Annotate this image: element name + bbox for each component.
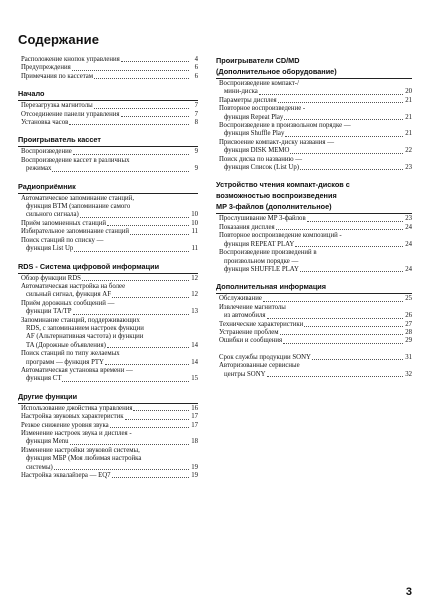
entry-text: функция DISK MEMO: [224, 147, 290, 155]
entry-last-line: [18, 275, 198, 283]
entry-text: Настройка звуковых характеристик: [21, 413, 124, 421]
entry-page-number: 28: [405, 328, 412, 336]
entry-last-line: [18, 165, 198, 173]
entry-text: Прослушивание MP 3-файлов: [219, 215, 306, 223]
entry-text: режимах: [26, 165, 52, 173]
entry-text: Настройка эквалайзера — EQ7: [21, 472, 111, 480]
entry-last-line: [216, 354, 412, 362]
entry-text: Запоминание станций, поддерживающих: [21, 316, 140, 324]
entry-page-number: 31: [405, 353, 412, 361]
entry-page-number: 25: [405, 295, 412, 303]
dot-leader: [110, 427, 189, 428]
toc-entry[interactable]: [216, 362, 412, 379]
dot-leader: [112, 297, 189, 298]
entry-last-line: [18, 220, 198, 228]
section-title: Радиоприёмник: [18, 181, 76, 191]
toc-entry[interactable]: [18, 56, 198, 64]
dot-leader: [304, 326, 403, 327]
toc-section: [216, 354, 412, 379]
entry-text: Повторное воспроизведение -: [219, 105, 306, 113]
entry-page-number: 12: [191, 291, 198, 299]
toc-entry[interactable]: [216, 354, 412, 362]
entry-last-line: [18, 464, 198, 472]
entry-text: функция List Up: [26, 245, 74, 253]
entry-text: Примечания по кассетам: [21, 72, 94, 80]
toc-section: [18, 56, 198, 81]
entry-text: Поиск станций по списку —: [21, 236, 104, 244]
toc-entry[interactable]: [18, 111, 198, 119]
section-title: Начало: [18, 89, 45, 99]
entry-last-line: [18, 102, 198, 110]
entry-page-number: 20: [405, 88, 412, 96]
toc-entry[interactable]: [216, 139, 412, 156]
entry-page-number: 32: [405, 370, 412, 378]
entry-page-number: 29: [405, 337, 412, 345]
entry-text: функция SHUFFLE PLAY: [224, 265, 299, 273]
toc-entry[interactable]: [18, 413, 198, 421]
section-divider: [216, 213, 412, 214]
entry-page-number: 27: [405, 320, 412, 328]
entry-text: Избирательное запоминание станций: [21, 228, 129, 236]
entry-text: функция REPEAT PLAY: [224, 240, 295, 248]
entry-page-number: 7: [194, 110, 198, 118]
entry-text: AF (Альтернативная частота) и функции: [26, 333, 144, 341]
entry-last-line: [18, 375, 198, 383]
dot-leader: [73, 154, 189, 155]
dot-leader: [267, 376, 403, 377]
entry-page-number: 24: [405, 223, 412, 231]
toc-section: [216, 180, 412, 274]
dot-leader: [107, 347, 189, 348]
section-title: Другие функции: [18, 391, 78, 401]
dot-leader: [121, 116, 189, 117]
entry-text: Срок службы продукции SONY: [219, 353, 311, 361]
entry-text: функции TA/TP: [26, 308, 72, 316]
toc-entry[interactable]: [216, 321, 412, 329]
toc-entry[interactable]: [18, 220, 198, 228]
entry-text: Резкое снижение уровня звука: [21, 421, 109, 429]
dot-leader: [300, 271, 403, 272]
toc-entry[interactable]: [18, 447, 198, 472]
entry-page-number: 26: [405, 312, 412, 320]
section-divider: [18, 193, 198, 194]
entry-page-number: 19: [191, 463, 198, 471]
entry-last-line: [18, 413, 198, 421]
toc-entry[interactable]: [216, 249, 412, 274]
entry-page-number: 6: [194, 72, 198, 80]
entry-text: системы): [26, 463, 53, 471]
entry-last-line: [216, 266, 412, 274]
dot-leader: [263, 301, 403, 302]
entry-text: Изменение настроек звука и дисплея -: [21, 430, 132, 437]
entry-text: функция Shuffle Play: [224, 130, 285, 138]
section-divider: [216, 78, 412, 79]
entry-page-number: 8: [194, 119, 198, 127]
section-divider: [18, 273, 198, 274]
dot-leader: [133, 410, 189, 411]
dot-leader: [259, 94, 403, 95]
entry-last-line: [216, 329, 412, 337]
entry-last-line: [18, 405, 198, 413]
entry-text: из автомобиля: [224, 312, 266, 320]
section-subtitle: (Дополнительное оборудование): [216, 67, 337, 76]
toc-section: [216, 56, 412, 172]
toc-entry[interactable]: [18, 350, 198, 367]
entry-text: Повторное воспроизведение композиций -: [219, 232, 342, 240]
section-title: Дополнительная информация: [216, 282, 327, 292]
section-divider: [18, 403, 198, 404]
entry-last-line: [18, 245, 198, 253]
dot-leader: [105, 364, 189, 365]
entry-text: RDS, с запоминанием настроек функции: [26, 324, 144, 332]
section-title: RDS - Система цифровой информации: [18, 261, 160, 271]
entry-page-number: 7: [194, 102, 198, 110]
dot-leader: [74, 251, 189, 252]
entry-text: программ — функция PTY: [26, 358, 104, 366]
dot-leader: [72, 70, 189, 71]
page-title: Содержание: [18, 32, 100, 47]
entry-text: Изменение настройки звуковой системы,: [21, 446, 140, 454]
entry-last-line: [216, 371, 412, 379]
dot-leader: [107, 225, 189, 226]
toc-entry[interactable]: [216, 105, 412, 122]
entry-last-line: [18, 472, 198, 480]
dot-leader: [284, 119, 403, 120]
entry-text: Использование джойстика управления: [21, 404, 133, 412]
toc-entry[interactable]: [18, 102, 198, 110]
page-number: 3: [405, 586, 412, 598]
entry-page-number: 11: [191, 245, 198, 253]
entry-text: Установка часов: [21, 119, 69, 127]
entry-page-number: 10: [191, 211, 198, 219]
toc-entry[interactable]: [18, 317, 198, 351]
section-subtitle: MP 3-файлов (дополнительное): [216, 202, 332, 212]
entry-last-line: [18, 228, 198, 236]
toc-entry[interactable]: [18, 422, 198, 430]
dot-leader: [278, 102, 403, 103]
toc-section: [216, 282, 412, 345]
dot-leader: [82, 280, 189, 281]
toc-entry[interactable]: [216, 122, 412, 139]
entry-text: Воспроизведение компакт-/: [219, 80, 299, 87]
entry-page-number: 21: [405, 113, 412, 121]
toc-section: [18, 262, 198, 384]
dot-leader: [112, 477, 189, 478]
entry-text: Извлечение магнитолы: [219, 303, 286, 311]
entry-last-line: [18, 56, 198, 64]
entry-page-number: 16: [191, 404, 198, 412]
entry-last-line: [216, 337, 412, 345]
toc-entry[interactable]: [18, 367, 198, 384]
entry-text: мини-диска: [224, 88, 258, 96]
entry-text: Воспроизведение кассет в различных: [21, 156, 130, 164]
toc-entry[interactable]: [18, 148, 198, 156]
dot-leader: [283, 343, 403, 344]
entry-last-line: [18, 342, 198, 350]
entry-last-line: [18, 291, 198, 299]
section-divider: [18, 100, 198, 101]
entry-text: Параметры дисплея: [219, 96, 277, 104]
toc-section: [18, 182, 198, 254]
dot-leader: [70, 444, 189, 445]
entry-text: Авторизованные сервисные: [219, 362, 300, 370]
section-divider: [216, 293, 412, 294]
entry-last-line: [18, 148, 198, 156]
entry-text: Расположение кнопок управления: [21, 56, 120, 63]
toc-right-column: [216, 56, 412, 387]
entry-page-number: 13: [191, 308, 198, 316]
toc-entry[interactable]: [18, 283, 198, 300]
entry-text: сильного сигнала): [26, 211, 79, 219]
entry-page-number: 22: [405, 147, 412, 155]
toc-entry[interactable]: [216, 156, 412, 173]
dot-leader: [52, 171, 189, 172]
entry-last-line: [18, 111, 198, 119]
dot-leader: [307, 221, 403, 222]
entry-text: Поиск диска по названию —: [219, 155, 303, 163]
entry-page-number: 10: [191, 219, 198, 227]
entry-last-line: [216, 295, 412, 303]
dot-leader: [276, 229, 403, 230]
toc-entry[interactable]: [216, 232, 412, 249]
entry-text: TA (Дорожные объявления): [26, 341, 106, 349]
toc-entry[interactable]: [18, 237, 198, 254]
dot-leader: [69, 124, 189, 125]
toc-entry[interactable]: [18, 64, 198, 72]
entry-text: Устранение проблем: [219, 328, 279, 336]
entry-page-number: 24: [405, 265, 412, 273]
dot-leader: [290, 153, 403, 154]
entry-text: Поиск станций по типу желаемых: [21, 350, 120, 358]
entry-text: функция BTM (запоминание самого: [26, 203, 131, 211]
entry-text: функция Menu: [26, 438, 69, 446]
section-title: Проигрыватели CD/MD: [216, 56, 300, 65]
toc-entry[interactable]: [18, 472, 198, 480]
section-title: Проигрыватель кассет: [18, 135, 101, 145]
entry-text: Обзор функции RDS: [21, 274, 81, 282]
dot-leader: [121, 61, 189, 62]
entry-last-line: [18, 308, 198, 316]
entry-last-line: [216, 321, 412, 329]
entry-page-number: 17: [191, 413, 198, 421]
entry-text: Ошибки и сообщения: [219, 337, 283, 345]
toc-entry[interactable]: [216, 215, 412, 223]
entry-last-line: [216, 97, 412, 105]
entry-text: Обслуживание: [219, 295, 262, 303]
entry-page-number: 21: [405, 130, 412, 138]
dot-leader: [130, 234, 189, 235]
entry-last-line: [216, 215, 412, 223]
entry-text: произвольном порядке —: [224, 257, 299, 265]
entry-page-number: 9: [194, 165, 198, 173]
entry-page-number: 24: [405, 240, 412, 248]
dot-leader: [300, 169, 403, 170]
dot-leader: [295, 246, 403, 247]
entry-text: Приём дорожных сообщений —: [21, 299, 115, 307]
entry-page-number: 11: [191, 228, 198, 236]
toc-entry[interactable]: [216, 224, 412, 232]
toc-entry[interactable]: [18, 73, 198, 81]
entry-last-line: [18, 359, 198, 367]
entry-text: Воспроизведение: [21, 148, 72, 156]
entry-page-number: 4: [194, 56, 198, 63]
entry-last-line: [216, 164, 412, 172]
dot-leader: [54, 469, 189, 470]
entry-text: Перезагрузка магнитолы: [21, 102, 93, 110]
entry-text: Отсоединение панели управления: [21, 110, 120, 118]
entry-last-line: [18, 119, 198, 127]
toc-entry[interactable]: [216, 337, 412, 345]
toc-entry[interactable]: [216, 97, 412, 105]
toc-section: [18, 392, 198, 481]
dot-leader: [94, 78, 189, 79]
entry-page-number: 14: [191, 358, 198, 366]
entry-last-line: [216, 241, 412, 249]
entry-text: Воспроизведение произведений в: [219, 249, 317, 257]
entry-text: функция Список (List Up): [224, 164, 300, 172]
entry-last-line: [216, 130, 412, 138]
entry-page-number: 17: [191, 421, 198, 429]
entry-text: Предупреждения: [21, 64, 71, 72]
entry-text: центры SONY: [224, 370, 266, 378]
entry-last-line: [18, 211, 198, 219]
entry-last-line: [216, 114, 412, 122]
dot-leader: [94, 108, 189, 109]
dot-leader: [73, 314, 189, 315]
toc-entry[interactable]: [216, 295, 412, 303]
entry-text: Приём запомненных станций: [21, 219, 107, 227]
entry-last-line: [216, 312, 412, 320]
toc-section: [18, 89, 198, 127]
entry-text: Технические характеристики: [219, 320, 304, 328]
toc-entry[interactable]: [18, 195, 198, 220]
toc-entry[interactable]: [216, 304, 412, 321]
entry-page-number: 15: [191, 375, 198, 383]
dot-leader: [280, 334, 403, 335]
entry-page-number: 12: [191, 274, 198, 282]
dot-leader: [62, 381, 189, 382]
toc-left-column: [18, 56, 198, 488]
toc-entry[interactable]: [18, 119, 198, 127]
entry-last-line: [18, 64, 198, 72]
entry-text: Присвоение компакт-диску названия —: [219, 138, 335, 146]
entry-page-number: 14: [191, 341, 198, 349]
dot-leader: [267, 318, 403, 319]
entry-text: Воспроизведение в произвольном порядке —: [219, 122, 351, 130]
section-subtitle: возможностью воспроизведения: [216, 191, 337, 201]
entry-page-number: 23: [405, 215, 412, 223]
section-divider: [18, 146, 198, 147]
entry-page-number: 6: [194, 64, 198, 72]
toc-entry[interactable]: [18, 405, 198, 413]
toc-entry[interactable]: [18, 275, 198, 283]
dot-leader: [80, 217, 189, 218]
entry-page-number: 23: [405, 164, 412, 172]
toc-entry[interactable]: [216, 80, 412, 97]
toc-entry[interactable]: [18, 430, 198, 447]
entry-last-line: [18, 73, 198, 81]
section-title: Устройство чтения компакт-дисков с: [216, 180, 350, 190]
entry-text: функция Repeat Play: [224, 113, 284, 121]
entry-text: Показания дисплея: [219, 223, 275, 231]
toc-section: [18, 135, 198, 173]
entry-last-line: [18, 438, 198, 446]
toc-entry[interactable]: [18, 157, 198, 174]
entry-text: Автоматическая настройка на более: [21, 282, 126, 290]
entry-text: функция CT: [26, 375, 62, 383]
dot-leader: [312, 359, 403, 360]
dot-leader: [125, 419, 189, 420]
entry-page-number: 18: [191, 438, 198, 446]
entry-page-number: 21: [405, 96, 412, 104]
dot-leader: [285, 136, 403, 137]
toc-entry[interactable]: [18, 228, 198, 236]
entry-last-line: [216, 88, 412, 96]
entry-page-number: 19: [191, 472, 198, 480]
entry-last-line: [216, 147, 412, 155]
entry-text: Автоматическое запоминание станций,: [21, 194, 135, 202]
entry-text: функция MБР (Моя любимая настройка: [26, 455, 142, 463]
toc-entry[interactable]: [18, 300, 198, 317]
entry-text: Автоматическая установка времени —: [21, 366, 133, 374]
entry-last-line: [18, 422, 198, 430]
toc-entry[interactable]: [216, 329, 412, 337]
entry-page-number: 9: [194, 148, 198, 156]
entry-last-line: [216, 224, 412, 232]
entry-text: сильный сигнал, функция AF: [26, 291, 111, 299]
